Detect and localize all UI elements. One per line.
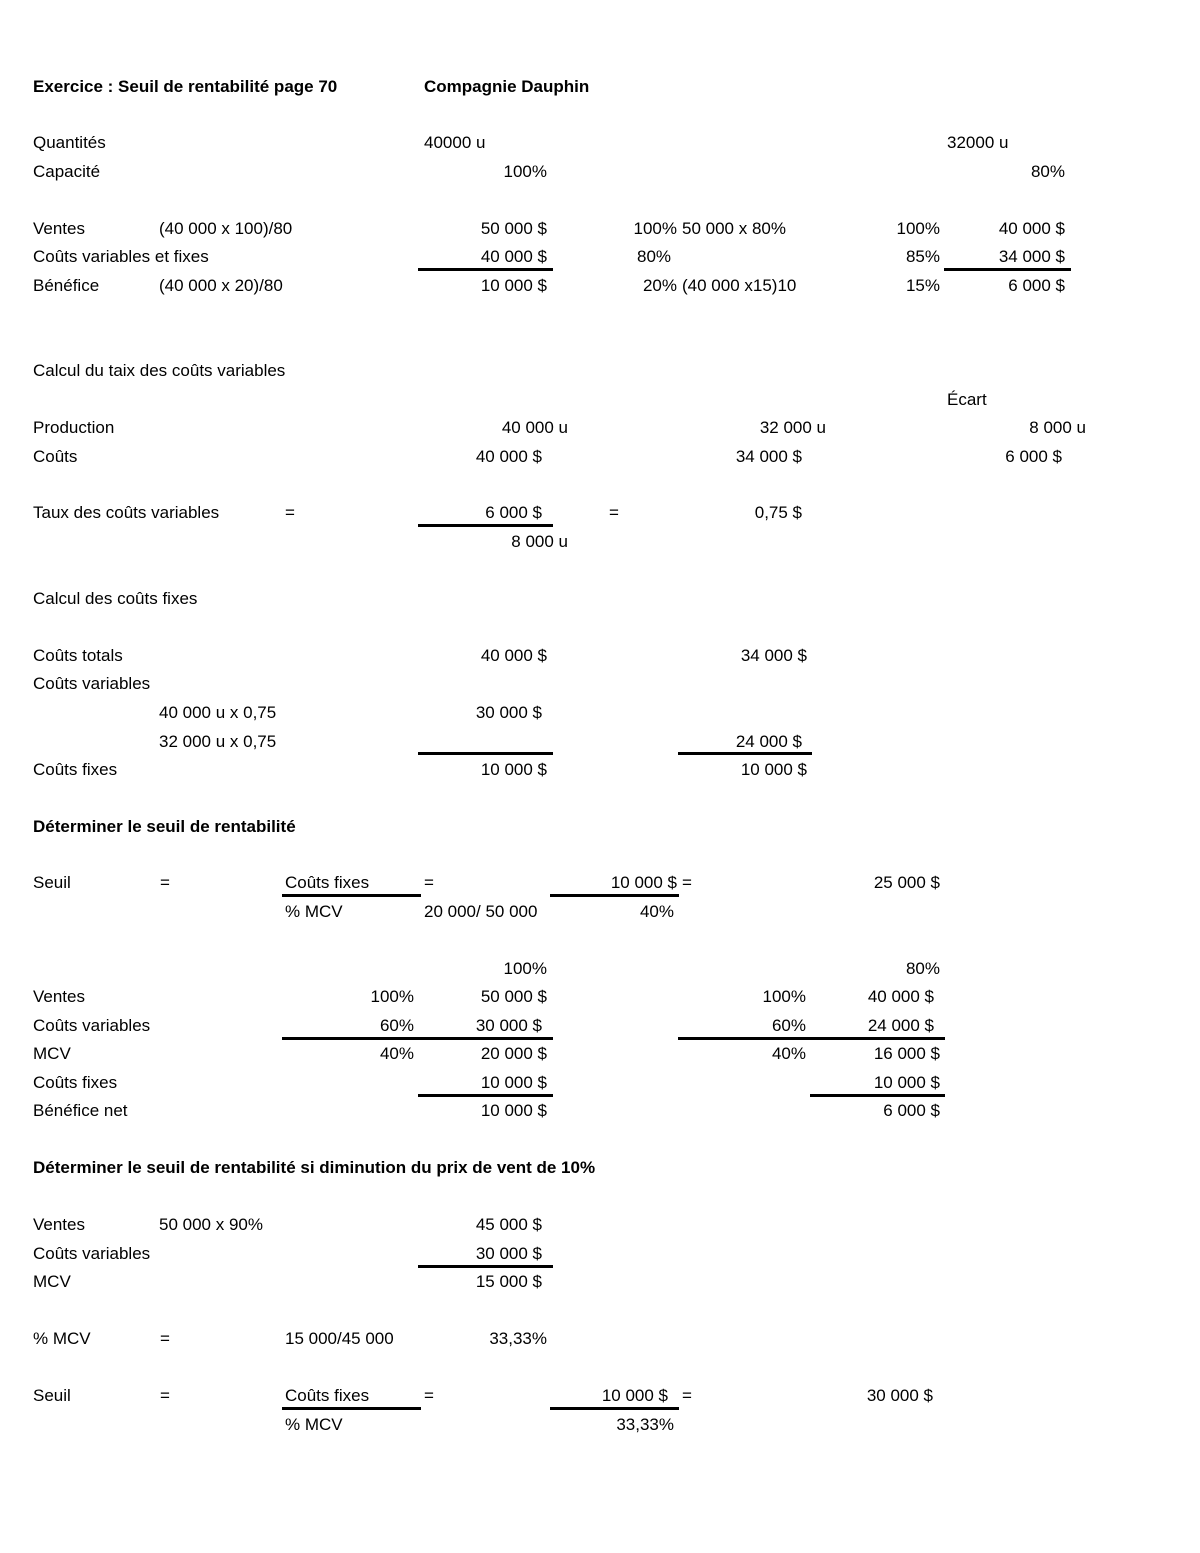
fraction-bar bbox=[282, 894, 421, 897]
calc1-label: 40 000 u x 0,75 bbox=[159, 703, 277, 722]
breakeven-title: Déterminer le seuil de rentabilité bbox=[33, 817, 296, 836]
is-mcv-label: MCV bbox=[33, 1044, 71, 1063]
equals-sign: = bbox=[424, 1386, 434, 1405]
calc2-label: 32 000 u x 0,75 bbox=[159, 732, 277, 751]
couts-fixes-label: Coûts fixes bbox=[33, 760, 118, 779]
pd-couts-fixes-numerator: Coûts fixes bbox=[285, 1386, 370, 1405]
is-cv-label: Coûts variables bbox=[33, 1016, 151, 1035]
is-bn-amt-b: 6 000 $ bbox=[883, 1101, 940, 1120]
pd-seuil-numerator-value: 10 000 $ bbox=[601, 1386, 668, 1405]
is-ventes-amt-a: 50 000 $ bbox=[480, 987, 547, 1006]
pd-ventes-amount: 45 000 $ bbox=[475, 1215, 542, 1234]
is-cf-amt-b: 10 000 $ bbox=[873, 1073, 940, 1092]
seuil-numerator-value: 10 000 $ bbox=[610, 873, 677, 892]
couts-totals-label: Coûts totals bbox=[33, 646, 123, 665]
pd-ventes-formula: 50 000 x 90% bbox=[159, 1215, 263, 1234]
is-cv-amt-b: 24 000 $ bbox=[867, 1016, 934, 1035]
couts-amount: 40 000 $ bbox=[480, 247, 547, 266]
taux-label: Taux des coûts variables bbox=[33, 503, 220, 522]
exercise-title: Exercice : Seuil de rentabilité page 70 bbox=[33, 77, 338, 96]
benefice-amount: 10 000 $ bbox=[480, 276, 547, 295]
ventes-formula: (40 000 x 100)/80 bbox=[159, 219, 293, 238]
is-ventes-pct-b: 100% bbox=[762, 987, 806, 1006]
pd-pct-calc: 15 000/45 000 bbox=[285, 1329, 394, 1348]
couts-variables-label: Coûts variables bbox=[33, 674, 151, 693]
couts-ecart: 6 000 $ bbox=[1005, 447, 1062, 466]
is-mcv-pct-b: 40% bbox=[771, 1044, 806, 1063]
ecart-label: Écart bbox=[947, 390, 987, 409]
seuil-label: Seuil bbox=[33, 873, 71, 892]
pd-pct-value: 33,33% bbox=[489, 1329, 547, 1348]
equals-sign: = bbox=[609, 503, 619, 522]
mcv-calc: 20 000/ 50 000 bbox=[424, 902, 538, 921]
ventes-pct: 100% bbox=[633, 219, 677, 238]
pd-mcv-denominator: % MCV bbox=[285, 1415, 343, 1434]
underline bbox=[678, 752, 812, 755]
capacity-80: 80% bbox=[905, 959, 940, 978]
production-1: 40 000 u bbox=[501, 418, 568, 437]
capacite-100: 100% bbox=[503, 162, 547, 181]
couts-label: Coûts bbox=[33, 447, 78, 466]
ventes-formula2: 50 000 x 80% bbox=[682, 219, 786, 238]
pd-pct-label: % MCV bbox=[33, 1329, 91, 1348]
fraction-bar bbox=[550, 1407, 679, 1410]
production-label: Production bbox=[33, 418, 115, 437]
is-bn-label: Bénéfice net bbox=[33, 1101, 128, 1120]
production-ecart: 8 000 u bbox=[1029, 418, 1086, 437]
capacite-80: 80% bbox=[1030, 162, 1065, 181]
pd-mcv-amount: 15 000 $ bbox=[475, 1272, 542, 1291]
calc1-value: 30 000 $ bbox=[475, 703, 542, 722]
underline bbox=[944, 268, 1071, 271]
couts-pct: 80% bbox=[637, 247, 672, 266]
ventes-pct2: 100% bbox=[896, 219, 940, 238]
equals-sign: = bbox=[160, 1386, 170, 1405]
is-bn-amt-a: 10 000 $ bbox=[480, 1101, 547, 1120]
fraction-bar bbox=[550, 894, 679, 897]
couts-2: 34 000 $ bbox=[735, 447, 802, 466]
couts-fixes-1: 10 000 $ bbox=[480, 760, 547, 779]
underline bbox=[282, 1037, 553, 1040]
benefice-pct2: 15% bbox=[905, 276, 940, 295]
underline bbox=[418, 1265, 553, 1268]
is-cv-pct-b: 60% bbox=[771, 1016, 806, 1035]
equals-sign: = bbox=[160, 873, 170, 892]
is-ventes-pct-a: 100% bbox=[370, 987, 414, 1006]
pd-ventes-label: Ventes bbox=[33, 1215, 85, 1234]
underline bbox=[418, 268, 553, 271]
fraction-bar bbox=[282, 1407, 421, 1410]
mcv-pct: 40% bbox=[639, 902, 674, 921]
is-mcv-amt-a: 20 000 $ bbox=[480, 1044, 547, 1063]
seuil-result: 25 000 $ bbox=[873, 873, 940, 892]
couts-pct2: 85% bbox=[905, 247, 940, 266]
underline bbox=[678, 1037, 945, 1040]
benefice-label: Bénéfice bbox=[33, 276, 100, 295]
is-mcv-pct-a: 40% bbox=[379, 1044, 414, 1063]
benefice-amount2: 6 000 $ bbox=[1008, 276, 1065, 295]
couts-1: 40 000 $ bbox=[475, 447, 542, 466]
pd-mcv-denominator-value: 33,33% bbox=[616, 1415, 674, 1434]
underline bbox=[810, 1094, 945, 1097]
taux-result: 0,75 $ bbox=[754, 503, 802, 522]
is-cf-amt-a: 10 000 $ bbox=[480, 1073, 547, 1092]
is-cv-pct-a: 60% bbox=[379, 1016, 414, 1035]
couts-totals-2: 34 000 $ bbox=[740, 646, 807, 665]
quantite-80: 32000 u bbox=[947, 133, 1009, 152]
fraction-bar bbox=[418, 524, 553, 527]
pd-cv-label: Coûts variables bbox=[33, 1244, 151, 1263]
production-2: 32 000 u bbox=[759, 418, 826, 437]
benefice-pct: 20% bbox=[642, 276, 677, 295]
benefice-formula2: (40 000 x15)10 bbox=[682, 276, 797, 295]
mcv-denominator: % MCV bbox=[285, 902, 343, 921]
is-cv-amt-a: 30 000 $ bbox=[475, 1016, 542, 1035]
couts-amount2: 34 000 $ bbox=[998, 247, 1065, 266]
is-mcv-amt-b: 16 000 $ bbox=[873, 1044, 940, 1063]
benefice-formula: (40 000 x 20)/80 bbox=[159, 276, 283, 295]
calc2-value: 24 000 $ bbox=[735, 732, 802, 751]
taux-denominator: 8 000 u bbox=[511, 532, 568, 551]
fixed-costs-title: Calcul des coûts fixes bbox=[33, 589, 198, 608]
quantites-label: Quantités bbox=[33, 133, 106, 152]
capacity-100: 100% bbox=[503, 959, 547, 978]
underline bbox=[418, 1094, 553, 1097]
ventes-amount2: 40 000 $ bbox=[998, 219, 1065, 238]
ventes-amount: 50 000 $ bbox=[480, 219, 547, 238]
couts-label: Coûts variables et fixes bbox=[33, 247, 209, 266]
capacite-label: Capacité bbox=[33, 162, 101, 181]
is-cf-label: Coûts fixes bbox=[33, 1073, 118, 1092]
equals-sign: = bbox=[160, 1329, 170, 1348]
couts-fixes-numerator: Coûts fixes bbox=[285, 873, 370, 892]
price-decrease-title: Déterminer le seuil de rentabilité si diminution du prix de vent de 10% bbox=[33, 1158, 596, 1177]
equals-sign: = bbox=[682, 1386, 692, 1405]
pd-seuil-label: Seuil bbox=[33, 1386, 71, 1405]
equals-sign: = bbox=[285, 503, 295, 522]
underline bbox=[418, 752, 553, 755]
ventes-label: Ventes bbox=[33, 219, 85, 238]
is-ventes-amt-b: 40 000 $ bbox=[867, 987, 934, 1006]
pd-mcv-label: MCV bbox=[33, 1272, 71, 1291]
company-name: Compagnie Dauphin bbox=[424, 77, 590, 96]
equals-sign: = bbox=[682, 873, 692, 892]
quantite-100: 40000 u bbox=[424, 133, 486, 152]
couts-fixes-2: 10 000 $ bbox=[740, 760, 807, 779]
pd-seuil-result: 30 000 $ bbox=[866, 1386, 933, 1405]
couts-totals-1: 40 000 $ bbox=[480, 646, 547, 665]
pd-cv-amount: 30 000 $ bbox=[475, 1244, 542, 1263]
equals-sign: = bbox=[424, 873, 434, 892]
is-ventes-label: Ventes bbox=[33, 987, 85, 1006]
variable-rate-title: Calcul du taix des coûts variables bbox=[33, 361, 286, 380]
taux-numerator: 6 000 $ bbox=[485, 503, 542, 522]
